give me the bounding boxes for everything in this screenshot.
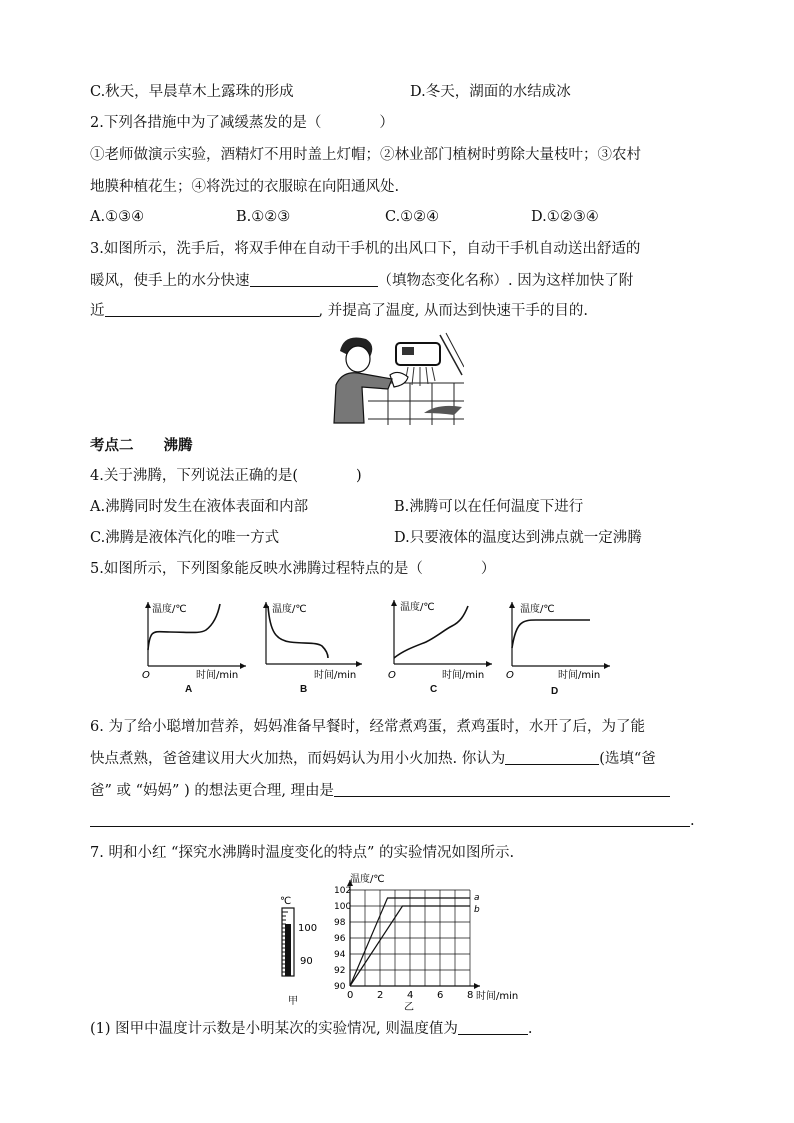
x-tick-label: 0	[347, 990, 354, 1001]
q6-line4	[90, 812, 695, 830]
q3-line3-text-b: , 并提高了温度, 从而达到快速干手的目的.	[318, 303, 589, 319]
q6-blank-1[interactable]	[505, 750, 599, 765]
q1-option-c: C.秋天，早晨草木上露珠的形成	[90, 84, 294, 100]
y-tick-label: 94	[334, 950, 346, 960]
x-label: 时间/min	[558, 670, 601, 680]
q6-line4-end: .	[690, 813, 695, 829]
x-tick-label: 4	[407, 990, 414, 1001]
x-tick-label: 2	[377, 990, 384, 1001]
q5-graph-c	[386, 596, 498, 680]
q6-line2-text-a: 快点煮熟，爸爸建议用大火加热，而妈妈认为用小火加热. 你认为	[90, 751, 506, 767]
q3-line1: 3.如图所示，洗手后，将双手伸在自动干手机的出风口下，自动干手机自动送出舒适的	[90, 241, 641, 257]
q5-stem: 5.如图所示，下列图象能反映水沸腾过程特点的是（ ）	[90, 561, 496, 577]
q4-option-a: A.沸腾同时发生在液体表面和内部	[90, 499, 309, 515]
y-label: 温度/℃	[152, 604, 187, 615]
q7-stem: 7. 明和小红 “探究水沸腾时温度变化的特点” 的实验情况如图所示.	[90, 845, 515, 861]
chart-y-label: 温度/℃	[350, 874, 385, 885]
y-tick-label: 92	[334, 966, 346, 976]
q7-sub1-text-a: (1) 图甲中温度计示数是小明某次的实验情况, 则温度值为	[90, 1021, 458, 1037]
chart-grid	[350, 890, 470, 986]
section-heading	[90, 437, 193, 455]
thermometer-figure	[276, 890, 328, 1008]
curve	[512, 620, 590, 648]
curve	[394, 606, 468, 658]
thermometer-unit: ℃	[280, 896, 292, 907]
q6-blank-2[interactable]	[334, 782, 670, 797]
thermometer-mark-100: 100	[298, 923, 318, 934]
y-tick-label: 96	[334, 934, 346, 944]
q7-sub1-blank[interactable]	[458, 1020, 528, 1035]
origin-label: O	[506, 670, 514, 680]
q6-line2	[90, 750, 656, 768]
series-label-a: a	[474, 893, 480, 903]
q4-option-b: B.沸腾可以在任何温度下进行	[394, 499, 584, 515]
hand-dryer-illustration	[328, 331, 464, 425]
q3-blank-2[interactable]	[105, 302, 319, 317]
origin-label: O	[142, 670, 150, 680]
q1-option-d: D.冬天，湖面的水结成冰	[410, 84, 571, 100]
q3-line2	[90, 272, 633, 290]
q5-graph-a	[140, 598, 252, 680]
q4-stem: 4.关于沸腾，下列说法正确的是( )	[90, 468, 362, 484]
q3-line2-text-a: 暖风，使手上的水分快速	[90, 273, 250, 289]
q2-text-line2: 地膜种植花生；④将洗过的衣服晾在向阳通风处.	[90, 179, 400, 195]
q6-blank-3[interactable]	[90, 812, 690, 827]
chart-caption: 乙	[404, 1002, 414, 1013]
q3-line3-text-a: 近	[90, 303, 105, 319]
q3-line2-text-b: （填物态变化名称）. 因为这样加快了附	[377, 273, 634, 289]
q2-option-d: D.①②③④	[531, 209, 599, 225]
chart-x-label: 时间/min	[476, 991, 519, 1002]
q5-caption-a: A	[185, 684, 193, 695]
section-label: 考点二	[90, 438, 134, 454]
q6-line3-text-a: 爸” 或 “妈妈” ) 的想法更合理, 理由是	[90, 783, 335, 799]
q5-graph-b	[262, 598, 374, 680]
y-tick-label: 90	[334, 982, 346, 992]
y-label: 温度/℃	[272, 604, 307, 615]
q6-line1: 6. 为了给小聪增加营养，妈妈准备早餐时，经常煮鸡蛋，煮鸡蛋时，水开了后，为了能	[90, 719, 645, 735]
x-label: 时间/min	[314, 670, 357, 680]
q2-option-c: C.①②④	[385, 209, 440, 225]
x-tick-label: 8	[467, 990, 474, 1001]
q2-text-line1: ①老师做演示实验，酒精灯不用时盖上灯帽；②林业部门植树时剪除大量枝叶；③农村	[90, 147, 641, 163]
q7-sub1-text-b: .	[527, 1021, 533, 1037]
y-label: 温度/℃	[400, 602, 435, 613]
x-label: 时间/min	[196, 670, 239, 680]
y-tick-label: 102	[334, 886, 352, 896]
thermometer-mark-90: 90	[300, 956, 313, 967]
q5-caption-c: C	[430, 684, 438, 695]
q7-sub1	[90, 1020, 532, 1038]
series-label-b: b	[474, 905, 480, 915]
y-label: 温度/℃	[520, 604, 555, 615]
y-tick-label: 98	[334, 918, 346, 928]
q6-line2-text-b: (选填“爸	[599, 751, 656, 767]
thermometer-caption: 甲	[288, 996, 298, 1007]
q6-line3	[90, 782, 670, 800]
q5-caption-b: B	[300, 684, 308, 695]
q3-blank-1[interactable]	[250, 272, 378, 287]
q2-option-b: B.①②③	[236, 209, 291, 225]
q3-line3	[90, 302, 588, 320]
q5-graph-d	[506, 598, 618, 680]
q2-stem: 2.下列各措施中为了减缓蒸发的是（ ）	[90, 115, 394, 131]
x-label: 时间/min	[442, 670, 485, 680]
origin-label: O	[388, 670, 396, 680]
q4-option-c: C.沸腾是液体汽化的唯一方式	[90, 530, 280, 546]
section-title: 沸腾	[163, 438, 193, 454]
q5-caption-d: D	[551, 686, 559, 697]
q4-option-d: D.只要液体的温度达到沸点就一定沸腾	[394, 530, 642, 546]
x-tick-label: 6	[437, 990, 444, 1001]
boiling-chart	[330, 870, 530, 1014]
y-tick-label: 100	[334, 902, 352, 912]
q2-option-a: A.①③④	[90, 209, 145, 225]
